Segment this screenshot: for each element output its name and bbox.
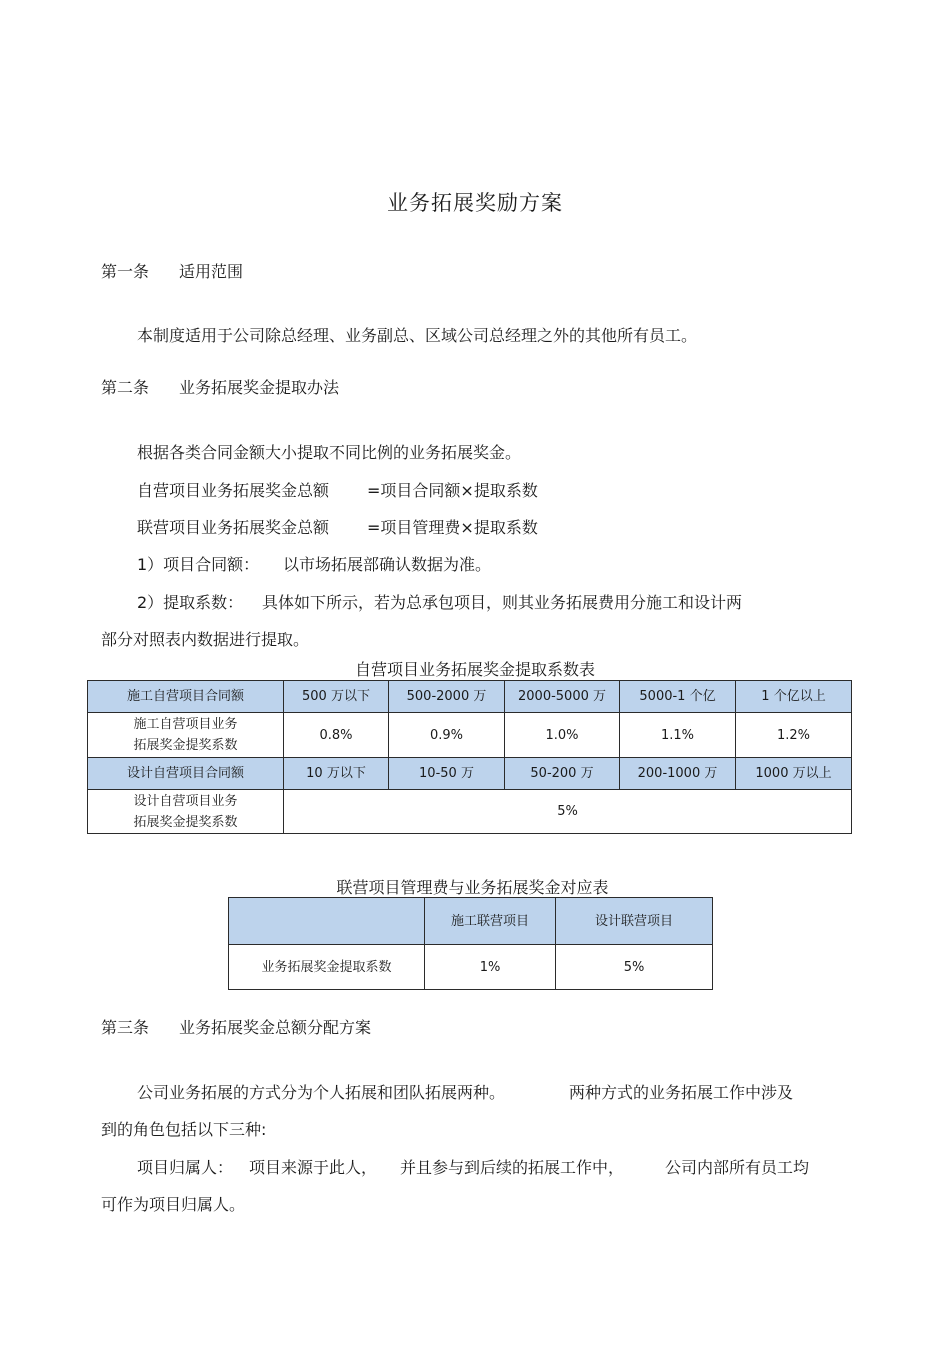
article-1-title: 适用范围 — [179, 262, 244, 281]
formula-2-left: 联营项目业务拓展奖金总额 — [137, 518, 330, 537]
table-cell: 1.0% — [505, 713, 620, 758]
table-cell: 0.8% — [284, 713, 389, 758]
table-cell: 500 万以下 — [284, 681, 389, 713]
table-cell: 1 个亿以上 — [736, 681, 852, 713]
formula-2-right: =项目管理费×提取系数 — [367, 518, 538, 537]
item-2-label: 2）提取系数： — [137, 593, 244, 612]
table-cell: 500-2000 万 — [389, 681, 505, 713]
row-label-line-1: 设计自营项目业务 — [133, 793, 238, 809]
document-title: 业务拓展奖励方案 — [387, 191, 563, 215]
table-row — [88, 681, 852, 713]
table-2 — [228, 897, 713, 990]
article-3-p2-label: 项目归属人： — [137, 1158, 234, 1177]
article-3-p2-part-b: 项目来源于此人， — [249, 1158, 378, 1177]
table-cell: 50-200 万 — [505, 758, 620, 790]
table-cell: 1.1% — [620, 713, 736, 758]
table-1 — [87, 680, 852, 834]
table-1-caption: 自营项目业务拓展奖金提取系数表 — [354, 660, 595, 679]
article-3-p1-part-b: 两种方式的业务拓展工作中涉及 — [569, 1083, 794, 1102]
table-cell: 200-1000 万 — [620, 758, 736, 790]
article-3-heading — [101, 1015, 371, 1038]
table-row — [229, 945, 713, 990]
article-3-number: 第三条 — [101, 1018, 150, 1037]
table-cell: 0.9% — [389, 713, 505, 758]
table-cell: 2000-5000 万 — [505, 681, 620, 713]
table-cell — [88, 713, 284, 758]
article-3-p1-part-c: 到的角色包括以下三种: — [101, 1120, 267, 1139]
table-row — [88, 758, 852, 790]
article-1-heading — [101, 259, 243, 282]
item-2-text: 具体如下所示，若为总承包项目，则其业务拓展费用分施工和设计两 — [262, 593, 743, 612]
article-3-p2-part-e: 可作为项目归属人。 — [101, 1195, 246, 1214]
table-cell: 1.2% — [736, 713, 852, 758]
table-cell: 设计自营项目合同额 — [88, 758, 284, 790]
article-2-heading — [101, 375, 339, 398]
table-row — [88, 713, 852, 758]
article-1-body: 本制度适用于公司除总经理、业务副总、区域公司总经理之外的其他所有员工。 — [137, 326, 698, 345]
table-cell — [88, 790, 284, 834]
item-2-continuation: 部分对照表内数据进行提取。 — [101, 630, 310, 649]
article-3-p2-part-c: 并且参与到后续的拓展工作中， — [400, 1158, 625, 1177]
table-cell: 10 万以下 — [284, 758, 389, 790]
table-cell: 1% — [425, 945, 556, 990]
formula-1-right: =项目合同额×提取系数 — [367, 481, 538, 500]
article-2-number: 第二条 — [101, 378, 150, 397]
table-cell-merged: 5% — [284, 790, 852, 834]
row-label-line-1: 施工自营项目业务 — [133, 717, 238, 732]
table-cell — [229, 898, 425, 945]
article-3-p2-part-d: 公司内部所有员工均 — [665, 1158, 810, 1177]
table-cell: 5% — [556, 945, 713, 990]
formula-1-left: 自营项目业务拓展奖金总额 — [137, 481, 330, 500]
row-label-line-2: 拓展奖金提奖系数 — [133, 738, 238, 753]
article-3-title: 业务拓展奖金总额分配方案 — [179, 1018, 372, 1037]
row-label-line-2: 拓展奖金提奖系数 — [133, 814, 238, 830]
table-cell: 5000-1 个亿 — [620, 681, 736, 713]
table-cell: 施工自营项目合同额 — [88, 681, 284, 713]
article-3-p1-part-a: 公司业务拓展的方式分为个人拓展和团队拓展两种。 — [137, 1083, 506, 1102]
table-row — [229, 898, 713, 945]
article-2-title: 业务拓展奖金提取办法 — [179, 378, 340, 397]
table-cell: 1000 万以上 — [736, 758, 852, 790]
table-cell: 10-50 万 — [389, 758, 505, 790]
article-2-intro: 根据各类合同金额大小提取不同比例的业务拓展奖金。 — [137, 443, 522, 462]
table-cell: 业务拓展奖金提取系数 — [229, 945, 425, 990]
table-cell: 设计联营项目 — [556, 898, 713, 945]
table-cell: 施工联营项目 — [425, 898, 556, 945]
article-1-number: 第一条 — [101, 262, 150, 281]
table-2-caption: 联营项目管理费与业务拓展奖金对应表 — [336, 878, 609, 897]
table-row — [88, 790, 852, 834]
item-1-label: 1）项目合同额： — [137, 555, 260, 574]
item-1-text: 以市场拓展部确认数据为准。 — [283, 555, 492, 574]
